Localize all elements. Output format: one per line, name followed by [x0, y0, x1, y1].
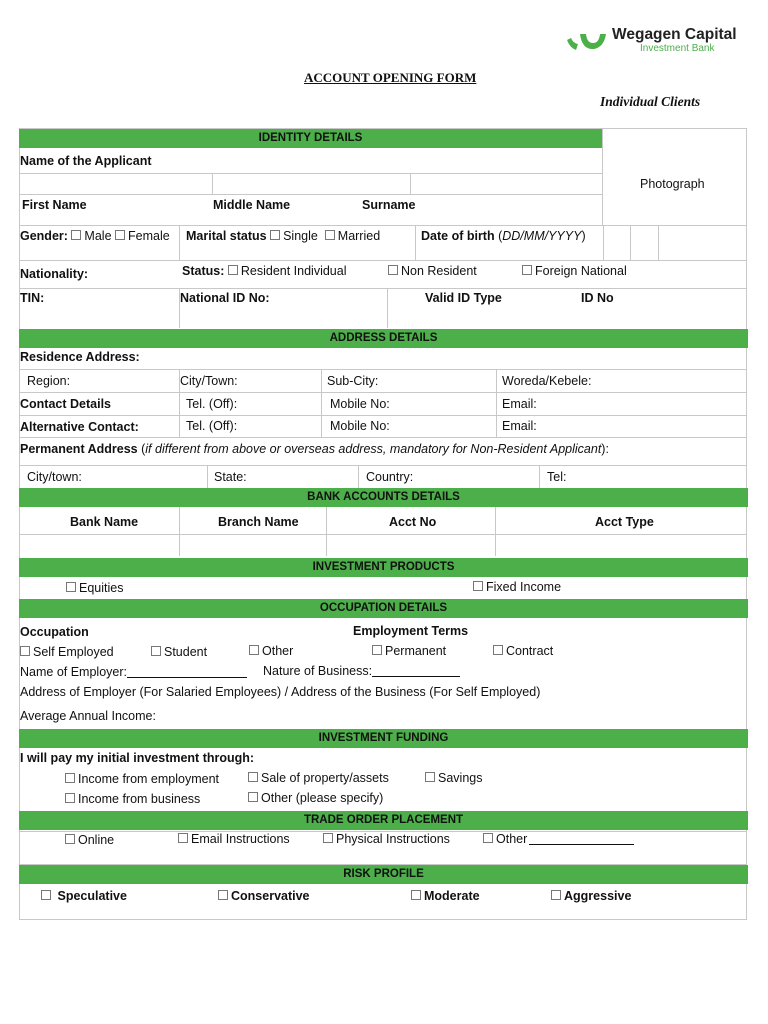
form-title: ACCOUNT OPENING FORM [304, 70, 477, 85]
dob-format: DD/MM/YYYY [502, 229, 582, 243]
section-funding: INVESTMENT FUNDING [19, 729, 748, 748]
email-label: Email: [502, 397, 537, 411]
branch-name-input[interactable] [180, 535, 325, 555]
property-sale-label: Sale of property/assets [261, 771, 389, 785]
photograph-label: Photograph [640, 177, 705, 191]
business-income-label: Income from business [78, 792, 201, 806]
first-name-label: First Name [22, 198, 87, 212]
contact-details-label: Contact Details [20, 397, 111, 411]
business-income-checkbox[interactable] [65, 793, 75, 803]
permanent-checkbox[interactable] [372, 645, 382, 655]
male-label: Male [84, 229, 112, 243]
nature-business-input[interactable] [372, 676, 460, 677]
city-town-label: City/town: [27, 470, 82, 484]
woreda-label: Woreda/Kebele: [502, 374, 592, 388]
fixed-income-label: Fixed Income [486, 580, 562, 594]
physical-instructions-checkbox[interactable] [323, 833, 333, 843]
other-trade-checkbox[interactable] [483, 833, 493, 843]
funding-intro: I will pay my initial investment through: [20, 751, 255, 765]
conservative-label: Conservative [231, 889, 310, 903]
other-trade-input[interactable] [529, 844, 634, 845]
email-instructions-checkbox[interactable] [178, 833, 188, 843]
middle-name-input[interactable] [213, 174, 409, 193]
foreign-national-checkbox[interactable] [522, 265, 532, 275]
permanent-address-label: Permanent Address [20, 442, 138, 456]
wegagen-logo-icon [564, 28, 610, 56]
other-funding-label: Other (please specify) [261, 791, 384, 805]
tel-off-label: Tel. (Off): [186, 397, 238, 411]
section-products: INVESTMENT PRODUCTS [19, 558, 748, 577]
self-employed-label: Self Employed [33, 645, 114, 659]
alt-email-label: Email: [502, 419, 537, 433]
employment-terms-label: Employment Terms [353, 624, 469, 638]
bank-name-header: Bank Name [70, 515, 139, 529]
acct-type-input[interactable] [496, 535, 746, 555]
branch-name-header: Branch Name [218, 515, 299, 529]
first-name-input[interactable] [20, 174, 211, 193]
alt-contact-label: Alternative Contact: [20, 420, 139, 434]
married-label: Married [337, 229, 381, 243]
surname-label: Surname [362, 198, 416, 212]
aggressive-checkbox[interactable] [551, 890, 561, 900]
property-sale-checkbox[interactable] [248, 772, 258, 782]
other-funding-checkbox[interactable] [248, 792, 258, 802]
other-occupation-label: Other [262, 644, 294, 658]
surname-input[interactable] [411, 174, 601, 193]
occupation-label: Occupation [20, 625, 89, 639]
foreign-national-label: Foreign National [535, 264, 627, 278]
physical-instructions-label: Physical Instructions [336, 832, 450, 846]
married-checkbox[interactable] [325, 230, 335, 240]
non-resident-checkbox[interactable] [388, 265, 398, 275]
section-occupation: OCCUPATION DETAILS [19, 599, 748, 618]
section-trade: TRADE ORDER PLACEMENT [19, 811, 748, 830]
country-label: Country: [366, 470, 414, 484]
online-label: Online [78, 833, 115, 847]
female-checkbox[interactable] [115, 230, 125, 240]
conservative-checkbox[interactable] [218, 890, 228, 900]
bank-name-input[interactable] [20, 535, 178, 555]
permanent-address-note: if different from above or overseas address, mandatory for Non-Resident Applicant [145, 442, 602, 456]
contract-checkbox[interactable] [493, 645, 503, 655]
speculative-checkbox[interactable] [41, 890, 51, 900]
female-label: Female [128, 229, 170, 243]
section-address: ADDRESS DETAILS [19, 329, 748, 348]
annual-income-label: Average Annual Income: [20, 709, 156, 723]
employer-address-label: Address of Employer (For Salaried Employees) / Address of the Business (For Self Employed) [20, 685, 541, 699]
nationality-label: Nationality: [20, 267, 89, 281]
mobile-label: Mobile No: [330, 397, 390, 411]
moderate-checkbox[interactable] [411, 890, 421, 900]
acct-no-header: Acct No [389, 515, 437, 529]
national-id-label: National ID No: [180, 291, 270, 305]
section-bank: BANK ACCOUNTS DETAILS [19, 488, 748, 507]
tin-label: TIN: [20, 291, 45, 305]
savings-checkbox[interactable] [425, 772, 435, 782]
equities-checkbox[interactable] [66, 582, 76, 592]
email-instructions-label: Email Instructions [191, 832, 290, 846]
moderate-label: Moderate [424, 889, 480, 903]
employment-income-checkbox[interactable] [65, 773, 75, 783]
student-checkbox[interactable] [151, 646, 161, 656]
nature-business-label: Nature of Business: [263, 664, 373, 678]
other-trade-label: Other [496, 832, 528, 846]
alt-tel-off-label: Tel. (Off): [186, 419, 238, 433]
equities-label: Equities [79, 581, 124, 595]
aggressive-label: Aggressive [564, 889, 632, 903]
acct-type-header: Acct Type [595, 515, 654, 529]
status-label: Status: [182, 264, 225, 278]
state-label: State: [214, 470, 247, 484]
alt-mobile-label: Mobile No: [330, 419, 390, 433]
employer-name-label: Name of Employer: [20, 665, 127, 679]
valid-id-type-label: Valid ID Type [425, 291, 502, 305]
marital-status-label: Marital status [186, 229, 267, 243]
brand-tagline: Investment Bank [640, 43, 715, 54]
other-occupation-checkbox[interactable] [249, 645, 259, 655]
male-checkbox[interactable] [71, 230, 81, 240]
resident-label: Resident Individual [240, 264, 347, 278]
id-no-label: ID No [581, 291, 614, 305]
dob-label: Date of birth [421, 229, 495, 243]
form-subtitle: Individual Clients [600, 94, 701, 109]
tel-label: Tel: [547, 470, 567, 484]
employment-income-label: Income from employment [78, 772, 220, 786]
online-checkbox[interactable] [65, 834, 75, 844]
student-label: Student [164, 645, 208, 659]
resident-checkbox[interactable] [228, 265, 238, 275]
gender-label: Gender: [20, 229, 68, 243]
contract-label: Contract [506, 644, 554, 658]
section-risk: RISK PROFILE [19, 865, 748, 884]
acct-no-input[interactable] [327, 535, 494, 555]
non-resident-label: Non Resident [401, 264, 477, 278]
region-label: Region: [27, 374, 71, 388]
brand-name: Wegagen Capital [612, 26, 737, 43]
single-label: Single [283, 229, 318, 243]
section-identity: IDENTITY DETAILS [19, 129, 602, 148]
city-label: City/Town: [180, 374, 238, 388]
employer-name-input[interactable] [127, 677, 247, 678]
single-checkbox[interactable] [270, 230, 280, 240]
middle-name-label: Middle Name [213, 198, 291, 212]
subcity-label: Sub-City: [327, 374, 379, 388]
applicant-name-label: Name of the Applicant [20, 154, 152, 168]
self-employed-checkbox[interactable] [20, 646, 30, 656]
speculative-label: Speculative [57, 889, 127, 903]
permanent-label: Permanent [385, 644, 447, 658]
fixed-income-checkbox[interactable] [473, 581, 483, 591]
savings-label: Savings [438, 771, 483, 785]
residence-address-label: Residence Address: [20, 350, 140, 364]
